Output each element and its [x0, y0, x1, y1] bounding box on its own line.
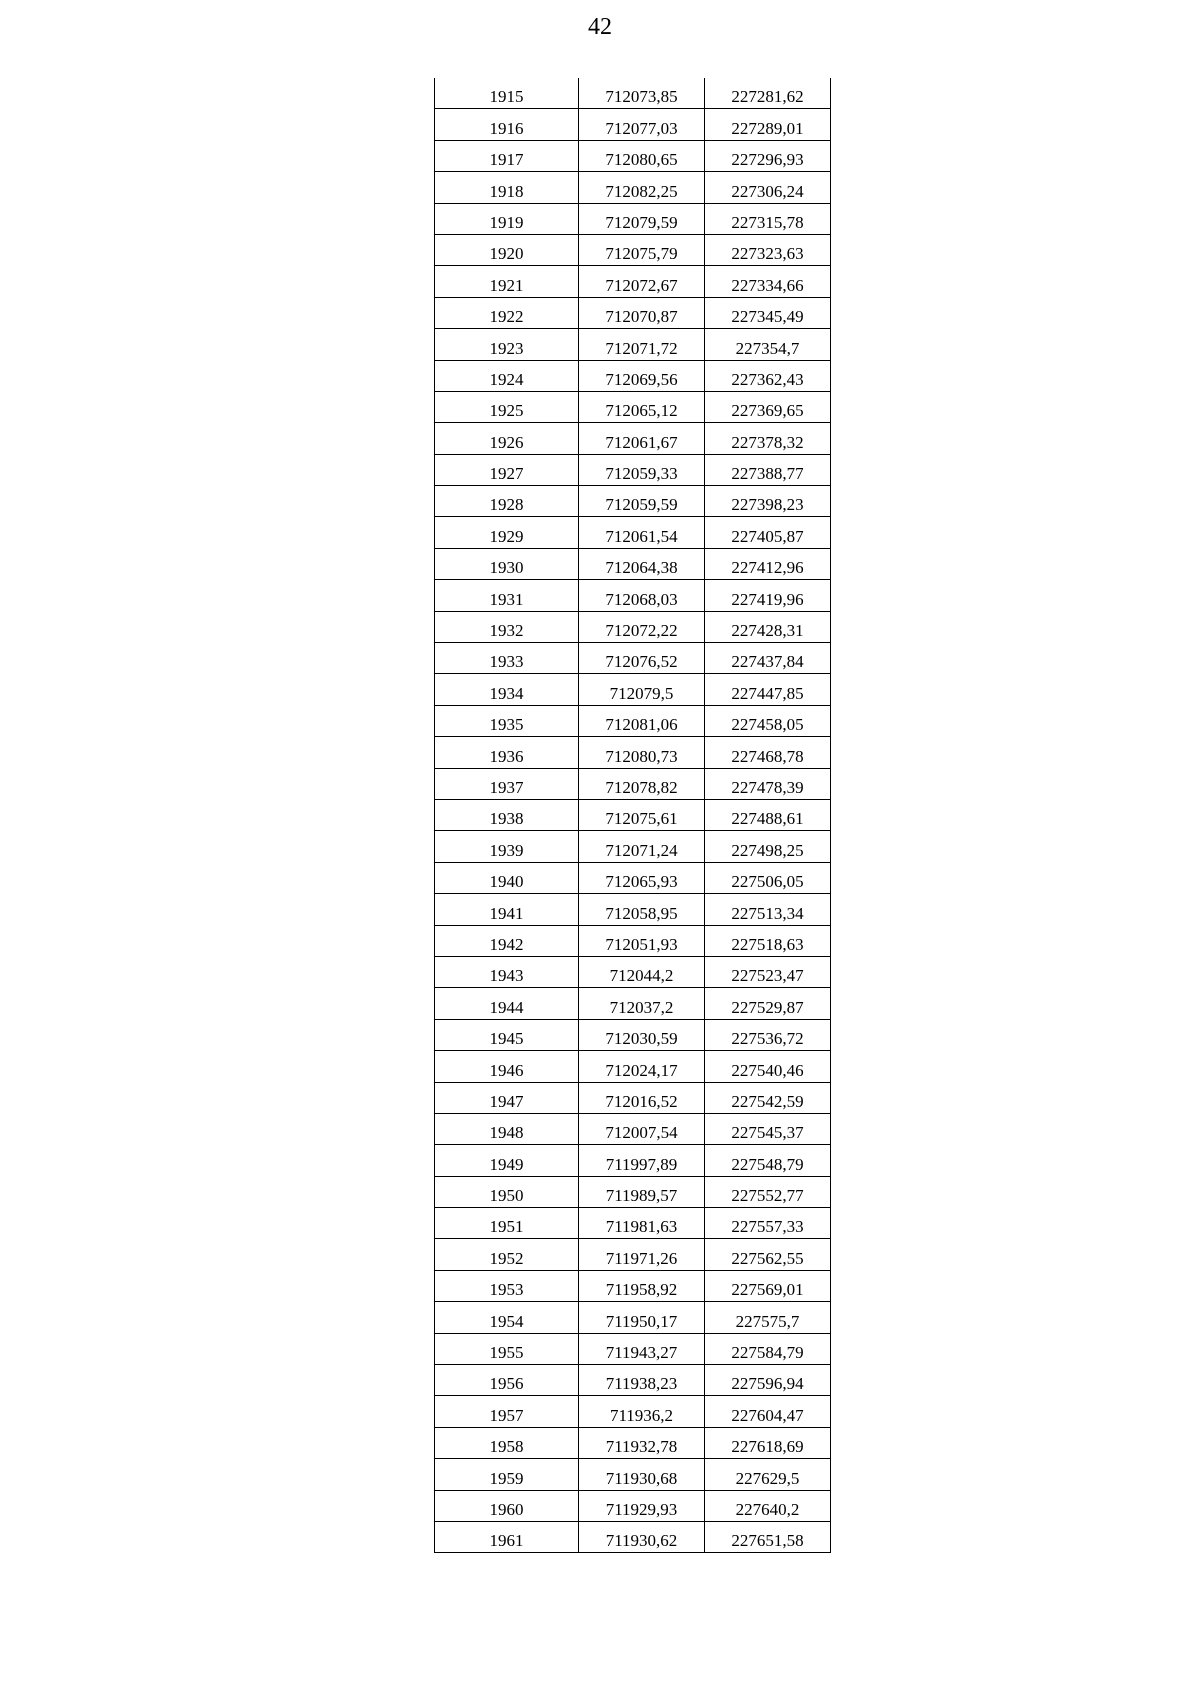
y-coordinate-cell: 227513,34	[705, 894, 831, 925]
table-row	[435, 862, 831, 893]
x-coordinate-cell: 712080,65	[579, 140, 705, 171]
table-row	[435, 454, 831, 485]
point-number-cell: 1917	[435, 140, 579, 171]
y-coordinate-cell: 227584,79	[705, 1333, 831, 1364]
x-coordinate-cell: 712065,93	[579, 862, 705, 893]
table-row	[435, 1302, 831, 1333]
table-row	[435, 1082, 831, 1113]
y-coordinate-cell: 227323,63	[705, 234, 831, 265]
point-number-cell: 1948	[435, 1113, 579, 1144]
y-coordinate-cell: 227478,39	[705, 768, 831, 799]
point-number-cell: 1945	[435, 1019, 579, 1050]
y-coordinate-cell: 227536,72	[705, 1019, 831, 1050]
y-coordinate-cell: 227569,01	[705, 1270, 831, 1301]
y-coordinate-cell: 227651,58	[705, 1521, 831, 1552]
point-number-cell: 1958	[435, 1427, 579, 1458]
table-row	[435, 705, 831, 736]
x-coordinate-cell: 711997,89	[579, 1145, 705, 1176]
y-coordinate-cell: 227369,65	[705, 391, 831, 422]
y-coordinate-cell: 227604,47	[705, 1396, 831, 1427]
point-number-cell: 1931	[435, 580, 579, 611]
y-coordinate-cell: 227552,77	[705, 1176, 831, 1207]
table-row	[435, 674, 831, 705]
x-coordinate-cell: 711989,57	[579, 1176, 705, 1207]
point-number-cell: 1920	[435, 234, 579, 265]
y-coordinate-cell: 227289,01	[705, 109, 831, 140]
x-coordinate-cell: 712016,52	[579, 1082, 705, 1113]
y-coordinate-cell: 227562,55	[705, 1239, 831, 1270]
table-row	[435, 956, 831, 987]
x-coordinate-cell: 712059,59	[579, 486, 705, 517]
table-row	[435, 925, 831, 956]
table-row	[435, 580, 831, 611]
point-number-cell: 1933	[435, 643, 579, 674]
point-number-cell: 1953	[435, 1270, 579, 1301]
coordinates-table	[434, 78, 831, 1553]
y-coordinate-cell: 227548,79	[705, 1145, 831, 1176]
point-number-cell: 1943	[435, 956, 579, 987]
point-number-cell: 1950	[435, 1176, 579, 1207]
x-coordinate-cell: 711932,78	[579, 1427, 705, 1458]
x-coordinate-cell: 712051,93	[579, 925, 705, 956]
y-coordinate-cell: 227640,2	[705, 1490, 831, 1521]
point-number-cell: 1944	[435, 988, 579, 1019]
y-coordinate-cell: 227506,05	[705, 862, 831, 893]
point-number-cell: 1941	[435, 894, 579, 925]
x-coordinate-cell: 712076,52	[579, 643, 705, 674]
table-row	[435, 643, 831, 674]
x-coordinate-cell: 712061,67	[579, 423, 705, 454]
y-coordinate-cell: 227419,96	[705, 580, 831, 611]
y-coordinate-cell: 227378,32	[705, 423, 831, 454]
x-coordinate-cell: 712068,03	[579, 580, 705, 611]
x-coordinate-cell: 712070,87	[579, 297, 705, 328]
x-coordinate-cell: 712081,06	[579, 705, 705, 736]
y-coordinate-cell: 227388,77	[705, 454, 831, 485]
table-row	[435, 831, 831, 862]
y-coordinate-cell: 227498,25	[705, 831, 831, 862]
point-number-cell: 1926	[435, 423, 579, 454]
x-coordinate-cell: 712030,59	[579, 1019, 705, 1050]
coordinates-table-body	[435, 78, 831, 1553]
y-coordinate-cell: 227437,84	[705, 643, 831, 674]
y-coordinate-cell: 227488,61	[705, 799, 831, 830]
x-coordinate-cell: 711971,26	[579, 1239, 705, 1270]
point-number-cell: 1936	[435, 737, 579, 768]
table-row	[435, 234, 831, 265]
table-row	[435, 329, 831, 360]
table-row	[435, 172, 831, 203]
point-number-cell: 1923	[435, 329, 579, 360]
y-coordinate-cell: 227345,49	[705, 297, 831, 328]
table-row	[435, 1051, 831, 1082]
x-coordinate-cell: 712024,17	[579, 1051, 705, 1082]
y-coordinate-cell: 227334,66	[705, 266, 831, 297]
table-row	[435, 768, 831, 799]
point-number-cell: 1932	[435, 611, 579, 642]
table-row	[435, 894, 831, 925]
x-coordinate-cell: 711936,2	[579, 1396, 705, 1427]
x-coordinate-cell: 712069,56	[579, 360, 705, 391]
point-number-cell: 1940	[435, 862, 579, 893]
x-coordinate-cell: 711929,93	[579, 1490, 705, 1521]
table-row	[435, 1145, 831, 1176]
table-row	[435, 1239, 831, 1270]
y-coordinate-cell: 227523,47	[705, 956, 831, 987]
y-coordinate-cell: 227447,85	[705, 674, 831, 705]
table-row	[435, 78, 831, 109]
point-number-cell: 1960	[435, 1490, 579, 1521]
table-row	[435, 1459, 831, 1490]
y-coordinate-cell: 227281,62	[705, 78, 831, 109]
point-number-cell: 1961	[435, 1521, 579, 1552]
table-row	[435, 1208, 831, 1239]
point-number-cell: 1922	[435, 297, 579, 328]
table-row	[435, 611, 831, 642]
table-row	[435, 1113, 831, 1144]
y-coordinate-cell: 227405,87	[705, 517, 831, 548]
y-coordinate-cell: 227575,7	[705, 1302, 831, 1333]
x-coordinate-cell: 711943,27	[579, 1333, 705, 1364]
y-coordinate-cell: 227557,33	[705, 1208, 831, 1239]
x-coordinate-cell: 712037,2	[579, 988, 705, 1019]
y-coordinate-cell: 227545,37	[705, 1113, 831, 1144]
x-coordinate-cell: 712075,61	[579, 799, 705, 830]
table-row	[435, 109, 831, 140]
x-coordinate-cell: 712073,85	[579, 78, 705, 109]
y-coordinate-cell: 227315,78	[705, 203, 831, 234]
x-coordinate-cell: 712078,82	[579, 768, 705, 799]
y-coordinate-cell: 227540,46	[705, 1051, 831, 1082]
point-number-cell: 1954	[435, 1302, 579, 1333]
table-row	[435, 1365, 831, 1396]
table-row	[435, 1490, 831, 1521]
y-coordinate-cell: 227412,96	[705, 548, 831, 579]
x-coordinate-cell: 712082,25	[579, 172, 705, 203]
x-coordinate-cell: 712044,2	[579, 956, 705, 987]
y-coordinate-cell: 227596,94	[705, 1365, 831, 1396]
table-row	[435, 423, 831, 454]
y-coordinate-cell: 227629,5	[705, 1459, 831, 1490]
point-number-cell: 1951	[435, 1208, 579, 1239]
table-row	[435, 1396, 831, 1427]
point-number-cell: 1946	[435, 1051, 579, 1082]
point-number-cell: 1921	[435, 266, 579, 297]
table-row	[435, 1270, 831, 1301]
x-coordinate-cell: 712079,59	[579, 203, 705, 234]
point-number-cell: 1924	[435, 360, 579, 391]
point-number-cell: 1957	[435, 1396, 579, 1427]
table-row	[435, 548, 831, 579]
table-row	[435, 297, 831, 328]
point-number-cell: 1930	[435, 548, 579, 579]
point-number-cell: 1916	[435, 109, 579, 140]
point-number-cell: 1934	[435, 674, 579, 705]
y-coordinate-cell: 227362,43	[705, 360, 831, 391]
x-coordinate-cell: 711930,62	[579, 1521, 705, 1552]
point-number-cell: 1959	[435, 1459, 579, 1490]
x-coordinate-cell: 711981,63	[579, 1208, 705, 1239]
x-coordinate-cell: 712075,79	[579, 234, 705, 265]
point-number-cell: 1949	[435, 1145, 579, 1176]
x-coordinate-cell: 711930,68	[579, 1459, 705, 1490]
x-coordinate-cell: 712072,67	[579, 266, 705, 297]
table-row	[435, 737, 831, 768]
table-row	[435, 140, 831, 171]
point-number-cell: 1927	[435, 454, 579, 485]
table-row	[435, 486, 831, 517]
point-number-cell: 1955	[435, 1333, 579, 1364]
y-coordinate-cell: 227518,63	[705, 925, 831, 956]
point-number-cell: 1947	[435, 1082, 579, 1113]
x-coordinate-cell: 712058,95	[579, 894, 705, 925]
x-coordinate-cell: 712061,54	[579, 517, 705, 548]
x-coordinate-cell: 711938,23	[579, 1365, 705, 1396]
x-coordinate-cell: 712071,72	[579, 329, 705, 360]
point-number-cell: 1942	[435, 925, 579, 956]
y-coordinate-cell: 227398,23	[705, 486, 831, 517]
x-coordinate-cell: 712065,12	[579, 391, 705, 422]
table-row	[435, 517, 831, 548]
y-coordinate-cell: 227296,93	[705, 140, 831, 171]
table-row	[435, 1019, 831, 1050]
table-row	[435, 988, 831, 1019]
page-number: 42	[588, 14, 612, 40]
point-number-cell: 1956	[435, 1365, 579, 1396]
x-coordinate-cell: 712059,33	[579, 454, 705, 485]
point-number-cell: 1952	[435, 1239, 579, 1270]
point-number-cell: 1939	[435, 831, 579, 862]
table-row	[435, 799, 831, 830]
x-coordinate-cell: 711958,92	[579, 1270, 705, 1301]
point-number-cell: 1919	[435, 203, 579, 234]
table-row	[435, 203, 831, 234]
point-number-cell: 1925	[435, 391, 579, 422]
y-coordinate-cell: 227306,24	[705, 172, 831, 203]
table-row	[435, 1333, 831, 1364]
y-coordinate-cell: 227354,7	[705, 329, 831, 360]
y-coordinate-cell: 227458,05	[705, 705, 831, 736]
x-coordinate-cell: 712064,38	[579, 548, 705, 579]
point-number-cell: 1915	[435, 78, 579, 109]
x-coordinate-cell: 712007,54	[579, 1113, 705, 1144]
table-row	[435, 1176, 831, 1207]
y-coordinate-cell: 227618,69	[705, 1427, 831, 1458]
x-coordinate-cell: 712077,03	[579, 109, 705, 140]
table-row	[435, 266, 831, 297]
y-coordinate-cell: 227529,87	[705, 988, 831, 1019]
point-number-cell: 1929	[435, 517, 579, 548]
table-row	[435, 391, 831, 422]
y-coordinate-cell: 227428,31	[705, 611, 831, 642]
table-row	[435, 1427, 831, 1458]
table-row	[435, 1521, 831, 1552]
point-number-cell: 1938	[435, 799, 579, 830]
table-row	[435, 360, 831, 391]
x-coordinate-cell: 712072,22	[579, 611, 705, 642]
y-coordinate-cell: 227468,78	[705, 737, 831, 768]
y-coordinate-cell: 227542,59	[705, 1082, 831, 1113]
x-coordinate-cell: 711950,17	[579, 1302, 705, 1333]
x-coordinate-cell: 712071,24	[579, 831, 705, 862]
point-number-cell: 1937	[435, 768, 579, 799]
point-number-cell: 1918	[435, 172, 579, 203]
point-number-cell: 1935	[435, 705, 579, 736]
x-coordinate-cell: 712080,73	[579, 737, 705, 768]
point-number-cell: 1928	[435, 486, 579, 517]
x-coordinate-cell: 712079,5	[579, 674, 705, 705]
